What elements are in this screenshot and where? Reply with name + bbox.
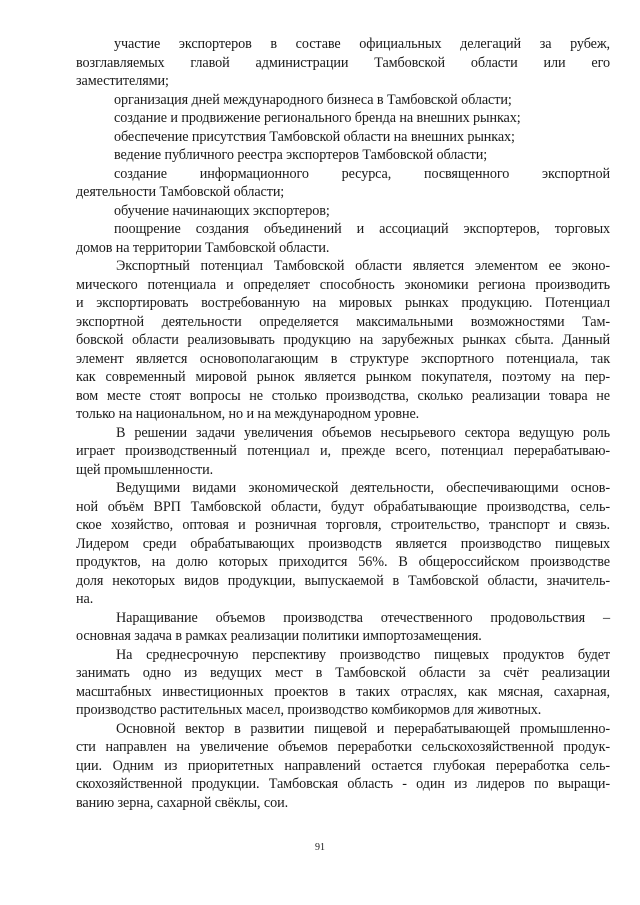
text-line: создание информационного ресурса, посвященного экспортной (114, 165, 610, 182)
text-line: заместителями; (76, 73, 169, 89)
text-line: сти направлен на увеличение объемов переработки сельскохозяйственной продук- (76, 739, 610, 755)
text-line: элемент является основополагающим в структуре экспортного потенциала, так (76, 350, 610, 367)
text-line: производство растительных масел, производство комбикормов для животных. (76, 702, 542, 718)
text-line: Наращивание объемов производства отечественного продовольствия – (116, 609, 610, 626)
text-line: только на национальном, но и на международном уровне. (76, 406, 420, 422)
text-line: основная задача в рамках реализации политики импортозамещения. (76, 628, 482, 644)
text-line: щей промышленности. (76, 461, 214, 478)
text-line: ванию зерна, сахарной свёклы, сои. (76, 794, 289, 811)
text-line: скохозяйственной продукции. Тамбовская область - один из лидеров по выращи- (76, 776, 610, 792)
text-line: экспортной деятельности определяется максимальными возможностями Там- (76, 313, 610, 330)
page-number: 91 (315, 842, 325, 853)
text-line: Основной вектор в развитии пищевой и перерабатывающей промышленно- (116, 720, 610, 737)
text-line: организация дней международного бизнеса в Тамбовской области; (114, 91, 512, 108)
text-line: поощрение создания объединений и ассоциаций экспортеров, торговых (114, 221, 610, 237)
text-line: играет производственный потенциал и, прежде всего, потенциал перерабатываю- (76, 443, 610, 459)
text-line: ведение публичного реестра экспортеров Тамбовской области; (114, 147, 488, 163)
text-line: масштабных инвестиционных проектов в таких отраслях, как мясная, сахарная, (76, 683, 610, 700)
text-line: и экспортировать востребованную на мировых рынках продукцию. Потенциал (76, 295, 610, 311)
text-line: создание и продвижение регионального бренда на внешних рынках; (114, 110, 521, 126)
text-line: участие экспортеров в составе официальных делегаций за рубеж, (114, 36, 610, 52)
text-line: обеспечение присутствия Тамбовской области на внешних рынках; (114, 128, 515, 145)
text-line: продуктов, на долю которых приходится 56%. В общероссийском производстве (76, 554, 610, 570)
text-line: занимать одно из ведущих мест в Тамбовской области за счёт реализации (76, 665, 610, 681)
text-line: домов на территории Тамбовской области. (76, 239, 330, 256)
text-line: доля некоторых видов продукции, выпускаемой в Тамбовской области, значитель- (76, 572, 610, 589)
text-line: мического потенциала и определяет способность экономики региона производить (76, 276, 610, 293)
text-line: возглавляемых главой администрации Тамбовской области или его (76, 54, 610, 71)
text-line: деятельности Тамбовской области; (76, 184, 285, 200)
text-line: На среднесрочную перспективу производство пищевых продуктов будет (116, 646, 610, 663)
text-line: Ведущими видами экономической деятельности, обеспечивающими основ- (116, 480, 610, 496)
text-line: как современный мировой рынок является рынком покупателя, поэтому на пер- (76, 369, 610, 385)
text-line: ной объём ВРП Тамбовской области, будут обрабатывающие производства, сель- (76, 498, 610, 515)
text-line: вом месте стоят вопросы не столько производства, сколько реализации товара не (76, 387, 610, 404)
text-line: на. (76, 591, 94, 607)
text-line: Экспортный потенциал Тамбовской области является элементом ее эконо- (116, 258, 610, 274)
text-line: бовской области реализовывать продукцию на зарубежных рынках сбыта. Данный (76, 332, 610, 348)
text-line: ции. Одним из приоритетных направлений остается глубокая переработка сель- (76, 757, 610, 774)
text-line: В решении задачи увеличения объемов несырьевого сектора ведущую роль (116, 424, 610, 441)
text-line: ское хозяйство, оптовая и розничная торговля, строительство, транспорт и связь. (76, 517, 610, 533)
text-line: Лидером среди обрабатывающих производств является производство пищевых (76, 535, 610, 552)
text-line: обучение начинающих экспортеров; (114, 202, 330, 219)
